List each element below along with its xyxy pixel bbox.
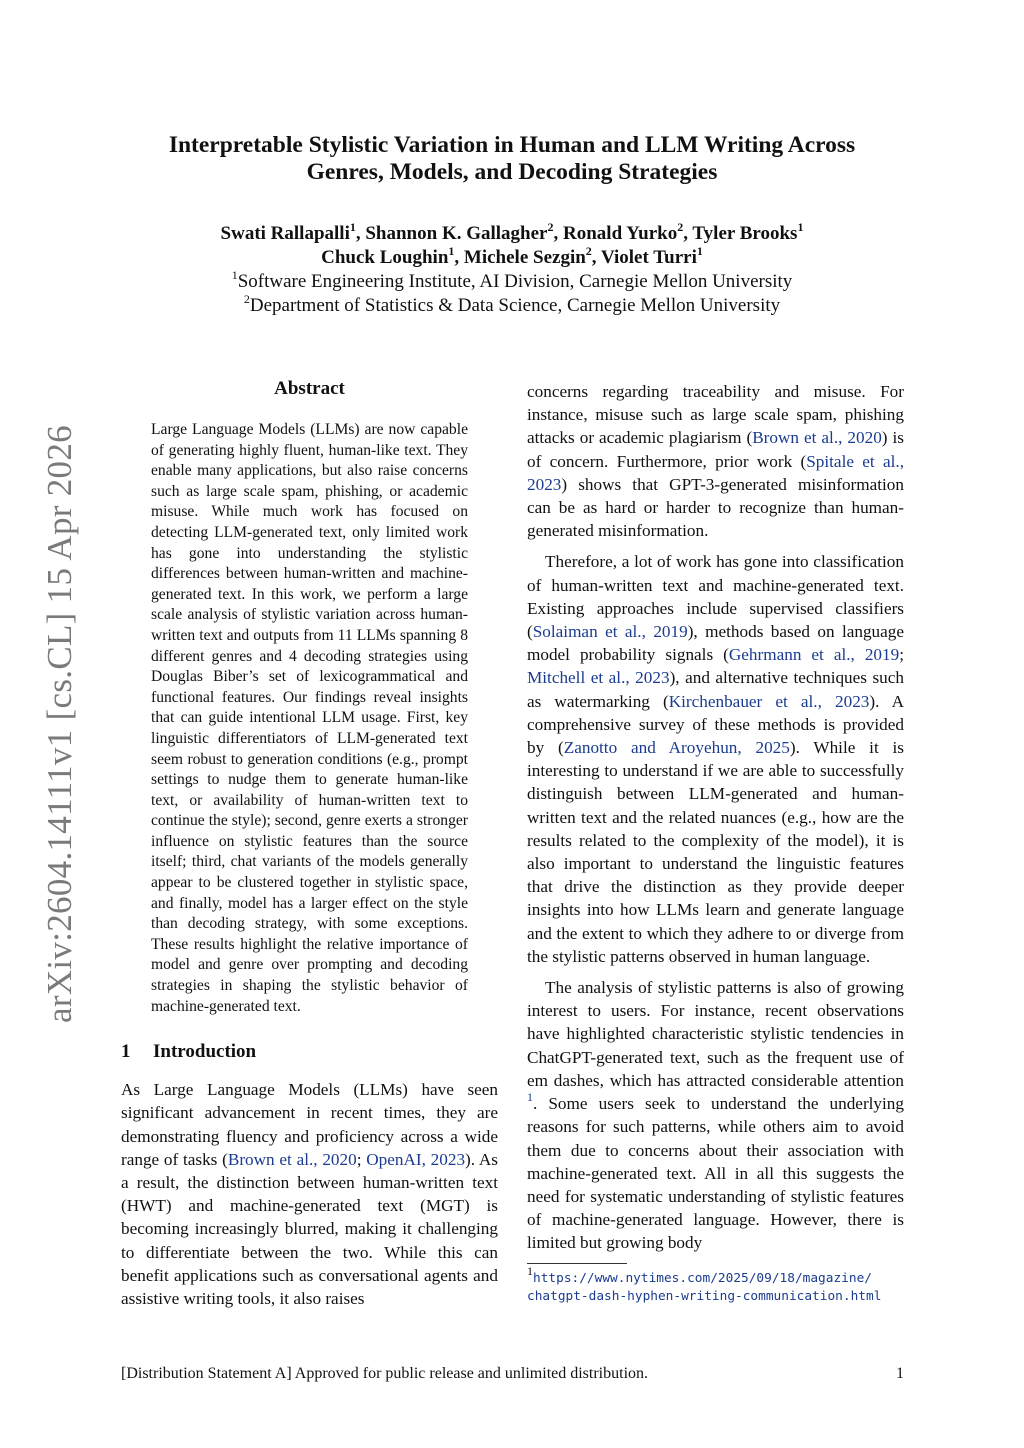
text-run: . Some users seek to understand the underlying reasons for such patterns, while others aim to avoid them due to concerns about their association with machine-generated text. All in all this suggests the need for systematic understanding of stylistic features of machine-generated language. However, there is limited but growing body bbox=[527, 1094, 904, 1253]
footnote-marker[interactable]: 1 bbox=[527, 1090, 533, 1105]
author-name: Violet Turri bbox=[600, 247, 697, 268]
footnote-divider bbox=[527, 1263, 627, 1264]
paragraph-continued bbox=[527, 380, 904, 542]
author-name: Chuck Loughin bbox=[321, 247, 449, 268]
citation-link[interactable]: Brown et al., 2020 bbox=[227, 1149, 357, 1169]
citation-link[interactable]: Zanotto and Aroyehun, 2025 bbox=[563, 738, 790, 758]
text-run: ), and alternative techniques such as watermarking ( bbox=[527, 668, 904, 711]
text-run: ; bbox=[899, 645, 904, 665]
right-column bbox=[527, 380, 904, 1306]
text-run: ). A comprehensive survey of these methods is provided by ( bbox=[527, 691, 904, 758]
author-name: Tyler Brooks bbox=[692, 223, 798, 244]
affiliation-marker: 2 bbox=[547, 219, 554, 234]
paragraph-classification bbox=[527, 550, 904, 968]
affiliation-marker: 1 bbox=[448, 243, 455, 258]
text-run: As Large Language Models (LLMs) have seen significant advancement in recent times, they are demonstrating fluency and proficiency across a wide range of tasks ( bbox=[121, 1080, 498, 1169]
citation-link[interactable]: Brown et al., 2020 bbox=[752, 428, 882, 448]
affiliation-marker: 2 bbox=[677, 219, 684, 234]
footnote-1 bbox=[527, 1264, 904, 1306]
footnote-url-line-1[interactable] bbox=[527, 1264, 904, 1288]
text-run: ) shows that GPT-3-generated misinformation can be as hard or harder to recognize than human-generated misinformation. bbox=[527, 474, 904, 541]
page-number: 1 bbox=[896, 1365, 904, 1382]
affiliation-marker: 1 bbox=[349, 219, 356, 234]
text-run: ; bbox=[356, 1149, 367, 1169]
text-run: concerns regarding traceability and misuse. For instance, misuse such as large scale spam, phishing attacks or academic plagiarism ( bbox=[527, 382, 904, 448]
citation-link[interactable]: Spitale et al., 2023 bbox=[527, 451, 904, 494]
citation-link[interactable]: Kirchenbauer et al., 2023 bbox=[668, 691, 870, 711]
paragraph-stylistic-patterns bbox=[527, 976, 904, 1254]
distribution-statement: [Distribution Statement A] Approved for public release and unlimited distribution. bbox=[121, 1365, 649, 1382]
affiliation-text: Department of Statistics & Data Science, Carnegie Mellon University bbox=[249, 295, 781, 316]
author-name: Shannon K. Gallagher bbox=[365, 223, 548, 244]
section-number: 1 bbox=[121, 1041, 131, 1063]
author-name: Michele Sezgin bbox=[463, 247, 586, 268]
text-run: ) is of concern. Furthermore, prior work ( bbox=[527, 428, 904, 471]
abstract-heading: Abstract bbox=[274, 378, 345, 399]
footnote-url-line-2[interactable]: chatgpt-dash-hyphen-writing-communication.html bbox=[527, 1288, 882, 1304]
footnote-url[interactable]: https://www.nytimes.com/2025/09/18/magazine/ bbox=[533, 1270, 872, 1286]
author-name: Swati Rallapalli bbox=[220, 223, 350, 244]
section-title: Introduction bbox=[153, 1041, 257, 1063]
affiliation-marker: 1 bbox=[231, 267, 238, 282]
citation-link[interactable]: Gehrmann et al., 2019 bbox=[728, 645, 900, 665]
author-block bbox=[120, 219, 904, 318]
intro-paragraph-1 bbox=[121, 1078, 498, 1310]
author-line-2: Chuck Loughin$^1$, Michele Sezgin$^2$, Violet Turri$^1$ bbox=[321, 243, 703, 268]
paper-title bbox=[120, 132, 904, 186]
arxiv-identifier: arXiv:2604.14111v1 [cs.CL] 15 Apr 2026 bbox=[40, 425, 79, 1023]
citation-link[interactable]: Solaiman et al., 2019 bbox=[532, 622, 688, 642]
affiliation-text: Software Engineering Institute, AI Division, Carnegie Mellon University bbox=[237, 271, 793, 292]
text-run: The analysis of stylistic patterns is also of growing interest to users. For instance, recent observations have highlighted characteristic stylistic tendencies in ChatGPT-generated text, such as the frequent use of em dashes, which has attracted considerable attention bbox=[527, 978, 904, 1090]
affiliation-2 bbox=[120, 291, 904, 318]
affiliation-marker: 2 bbox=[243, 291, 250, 306]
affiliation-marker: 2 bbox=[585, 243, 592, 258]
text-run: ), methods based on language model probability signals ( bbox=[527, 622, 905, 665]
author-name: Ronald Yurko bbox=[563, 223, 678, 244]
title-line-2: Genres, Models, and Decoding Strategies bbox=[306, 159, 718, 185]
left-column bbox=[121, 378, 498, 1310]
section-heading-introduction bbox=[121, 1041, 498, 1063]
citation-link[interactable]: Mitchell et al., 2023 bbox=[527, 668, 670, 688]
author-line-1: Swati Rallapalli$^1$, Shannon K. Gallagher$^2$, Ronald Yurko$^2$, Tyler Brooks$^1$ bbox=[220, 219, 804, 244]
affiliation-marker: 1 bbox=[797, 219, 804, 234]
title-line-1: Interpretable Stylistic Variation in Human and LLM Writing Across bbox=[168, 132, 856, 158]
text-run: ). As a result, the distinction between human-written text (HWT) and machine-generated text (MGT) is becoming increasingly blurred, making it challenging to differentiate between the two. While this can benefit applications such as conversational agents and assistive writing tools, it also raises bbox=[121, 1149, 498, 1309]
citation-link[interactable]: OpenAI, 2023 bbox=[366, 1149, 466, 1169]
abstract-text: Large Language Models (LLMs) are now capable of generating highly fluent, human-like text. They enable many applications, but also raise concerns such as large scale spam, phishing, or academic misuse. While much work has focused on detecting LLM-generated text, only limited work has gone into understanding the stylistic differences between human-written and machine-generated text. In this work, we perform a large scale analysis of stylistic variation across human-written text and outputs from 11 LLMs spanning 8 different genres and 4 decoding strategies using Douglas Biber’s set of lexicogrammatical and functional features. Our findings reveal insights that can guide intentional LLM usage. First, key linguistic differentiators of LLM-generated text seem robust to generation conditions (e.g., prompt settings to nudge them to generate human-like text, or availability of human-written text to continue the style); second, genre exerts a stronger influence on stylistic features than the source itself; third, chat variants of the models generally appear to be clustered together in stylistic space, and finally, model has a larger effect on the style than decoding strategy, with some exceptions. These results highlight the relative importance of model and genre over prompting and decoding strategies in shaping the stylistic behavior of machine-generated text. bbox=[151, 421, 468, 1015]
footnote-number: 1 bbox=[527, 1264, 533, 1279]
affiliation-1 bbox=[120, 267, 904, 294]
affiliation-marker: 1 bbox=[696, 243, 703, 258]
text-run: Therefore, a lot of work has gone into classification of human-written text and machine-generated text. Existing approaches include supervised classifiers ( bbox=[527, 552, 904, 642]
text-run: ). While it is interesting to understand if we are able to successfully distinguish between LLM-generated and human-written text and the related nuances (e.g., how are the results related to the complexity of the model), it is also important to understand the linguistic features that drive the distinction as they provide deeper insights into how LLMs learn and generate language and the extent to which they adhere to or diverge from the stylistic patterns observed in human language. bbox=[527, 738, 904, 966]
